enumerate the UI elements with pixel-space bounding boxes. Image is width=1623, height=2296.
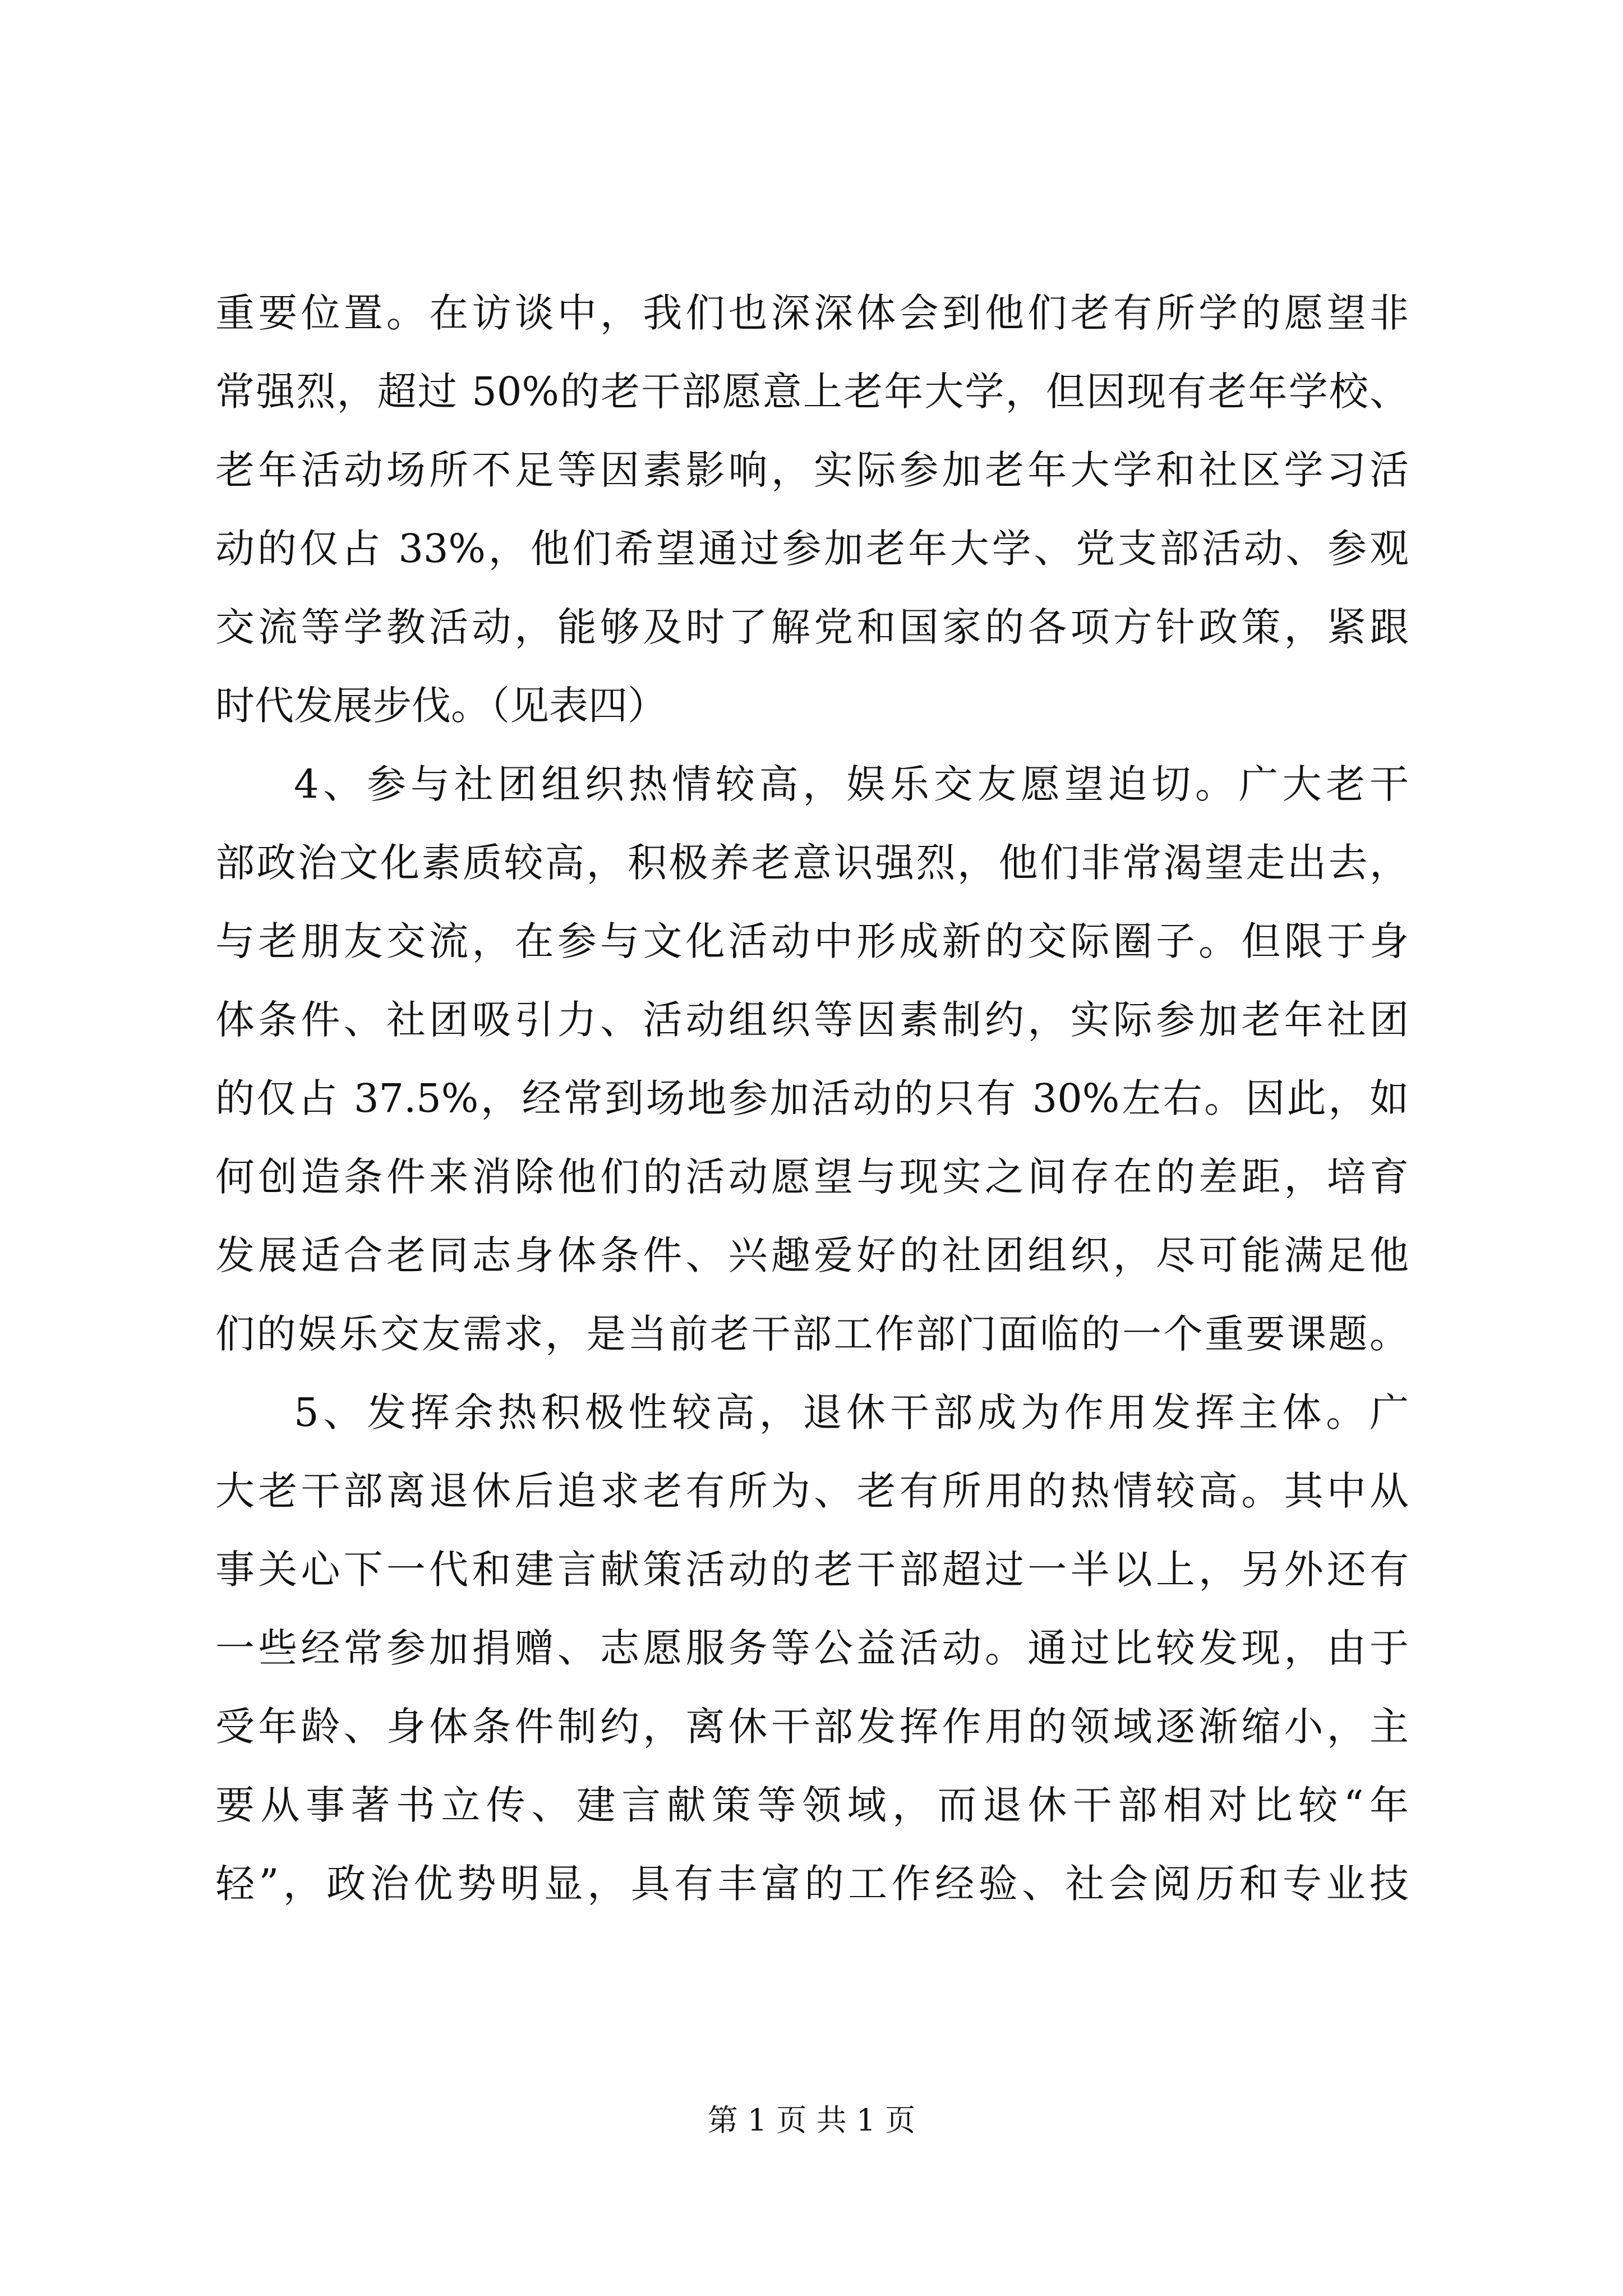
paragraph-line: 动的仅占 33%，他们希望通过参加老年大学、党支部活动、参观 [215, 526, 1409, 572]
paragraph-line: 时代发展步伐。（见表四） [215, 683, 667, 729]
paragraph-line: 部政治文化素质较高，积极养老意识强烈，他们非常渴望走出去， [215, 840, 1409, 886]
paragraph-line: 事关心下一代和建言献策活动的老干部超过一半以上，另外还有 [215, 1547, 1409, 1593]
paragraph-line: 受年龄、身体条件制约，离休干部发挥作用的领域逐渐缩小，主 [215, 1704, 1409, 1750]
paragraph-line: 4、参与社团组织热情较高，娱乐交友愿望迫切。广大老干 [294, 761, 1409, 807]
paragraph-line: 的仅占 37.5%，经常到场地参加活动的只有 30%左右。因此，如 [215, 1075, 1409, 1121]
paragraph-line: 大老干部离退休后追求老有所为、老有所用的热情较高。其中从 [215, 1468, 1409, 1514]
paragraph-line: 一些经常参加捐赠、志愿服务等公益活动。通过比较发现，由于 [215, 1625, 1409, 1671]
paragraph-line: 与老朋友交流，在参与文化活动中形成新的交际圈子。但限于身 [215, 918, 1409, 964]
paragraph-line: 们的娱乐交友需求，是当前老干部工作部门面临的一个重要课题。 [215, 1311, 1409, 1357]
paragraph-line: 重要位置。在访谈中，我们也深深体会到他们老有所学的愿望非 [215, 290, 1409, 336]
paragraph-line: 5、发挥余热积极性较高，退休干部成为作用发挥主体。广 [294, 1389, 1409, 1435]
page-number-footer: 第 1 页 共 1 页 [707, 2102, 916, 2138]
paragraph-line: 常强烈，超过 50%的老干部愿意上老年大学，但因现有老年学校、 [215, 369, 1409, 415]
paragraph-line: 体条件、社团吸引力、活动组织等因素制约，实际参加老年社团 [215, 997, 1409, 1043]
paragraph-line: 交流等学教活动，能够及时了解党和国家的各项方针政策，紧跟 [215, 604, 1409, 650]
paragraph-line: 发展适合老同志身体条件、兴趣爱好的社团组织，尽可能满足他 [215, 1232, 1409, 1278]
paragraph-line: 何创造条件来消除他们的活动愿望与现实之间存在的差距，培育 [215, 1154, 1409, 1200]
paragraph-line: 老年活动场所不足等因素影响，实际参加老年大学和社区学习活 [215, 447, 1409, 493]
paragraph-line: 轻”，政治优势明显，具有丰富的工作经验、社会阅历和专业技 [215, 1861, 1409, 1907]
paragraph-line: 要从事著书立传、建言献策等领域，而退休干部相对比较“年 [215, 1782, 1409, 1828]
